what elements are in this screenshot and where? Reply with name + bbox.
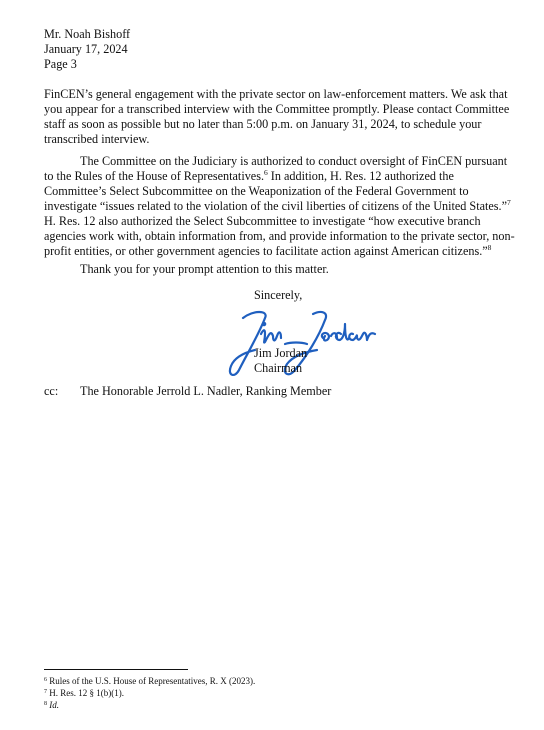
page-number: Page 3 <box>44 57 77 71</box>
cc-line <box>44 384 331 399</box>
paragraph-line: transcribed interview. <box>44 132 150 146</box>
footnote-divider <box>44 669 188 670</box>
paragraph-line: you appear for a transcribed interview with the Committee promptly. Please contact Committee <box>44 102 510 116</box>
footnote-ref-8: 8 <box>487 243 492 252</box>
text-segment: to the Rules of the House of Representatives. <box>44 169 264 183</box>
footnote-6 <box>44 676 255 687</box>
text-segment: profit entities, or other government agencies to facilitate action against American citizens.” <box>44 244 488 258</box>
paragraph-line: agencies work with, obtain information from, and provide information to the private sector, non- <box>44 229 515 243</box>
signer-title: Chairman <box>254 361 303 375</box>
paragraph-line <box>44 169 514 184</box>
footnote-ref-6: 6 <box>264 168 268 177</box>
paragraph-line <box>44 244 514 259</box>
paragraph-request <box>44 87 514 147</box>
footnote-ref-7: 7 <box>507 198 511 207</box>
footnote-text: H. Res. 12 § 1(b)(1). <box>49 688 124 698</box>
paragraph-thanks: Thank you for your prompt attention to this matter. <box>80 262 329 276</box>
paragraph-line: Committee’s Select Subcommittee on the Weaponization of the Federal Government to <box>44 184 469 198</box>
cc-recipient: The Honorable Jerrold L. Nadler, Ranking Member <box>80 384 332 398</box>
text-segment: In addition, H. Res. 12 authorized the <box>267 169 454 183</box>
recipient-name: Mr. Noah Bishoff <box>44 27 131 41</box>
footnote-8 <box>44 700 59 711</box>
footnote-number: 7 <box>44 689 47 695</box>
text-segment: investigate “issues related to the violation of the civil liberties of citizens of the United States.” <box>44 199 507 213</box>
letter-date: January 17, 2024 <box>44 42 128 56</box>
paragraph-authority <box>44 154 514 259</box>
paragraph-line: staff as soon as possible but no later than 5:00 p.m. on January 31, 2024, to schedule your <box>44 117 482 131</box>
paragraph-line <box>44 199 514 214</box>
footnote-number: 6 <box>44 677 47 683</box>
footnote-text: Id. <box>49 700 59 710</box>
footnote-number: 8 <box>44 701 47 707</box>
handwritten-signature <box>225 304 385 382</box>
cc-label: cc: <box>44 384 59 398</box>
footnote-7 <box>44 688 124 699</box>
paragraph-line: H. Res. 12 also authorized the Select Subcommittee to investigate “how executive branch <box>44 214 481 228</box>
paragraph-line: The Committee on the Judiciary is authorized to conduct oversight of FinCEN pursuant <box>80 154 508 168</box>
signer-name: Jim Jordan <box>254 346 308 360</box>
paragraph-line: FinCEN’s general engagement with the private sector on law-enforcement matters. We ask that <box>44 87 508 101</box>
footnote-text: Rules of the U.S. House of Representatives, R. X (2023). <box>49 676 256 686</box>
closing-salutation: Sincerely, <box>254 288 303 302</box>
